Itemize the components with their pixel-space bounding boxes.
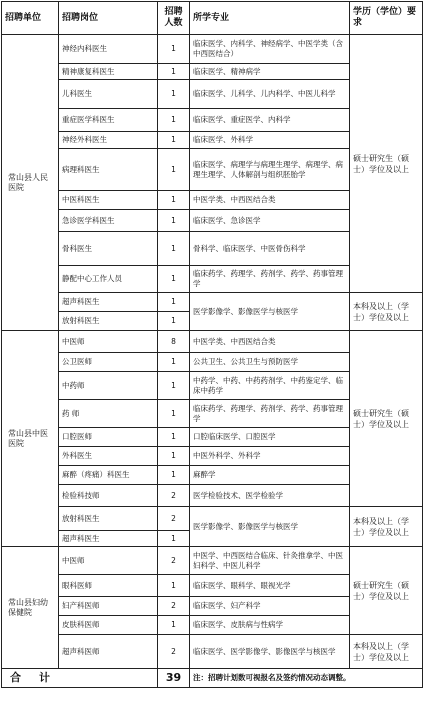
major-cell: 临床药学、药理学、药剂学、药学、药事管理学	[190, 400, 350, 428]
position-cell: 静配中心工作人员	[59, 266, 158, 293]
major-cell: 公共卫生、公共卫生与预防医学	[190, 353, 350, 372]
table-row	[2, 35, 423, 64]
position-cell: 神经外科医生	[59, 132, 158, 149]
table-row	[2, 635, 423, 669]
count-cell: 1	[158, 531, 190, 547]
major-cell: 临床医学、内科学、神经病学、中医学类（含中西医结合）	[190, 35, 350, 64]
major-cell: 麻醉学	[190, 466, 350, 485]
total-note: 注：招聘计划数可视报名及签约情况动态调整。	[190, 669, 423, 688]
total-label: 合计	[2, 669, 158, 688]
count-cell: 1	[158, 428, 190, 447]
major-cell: 临床医学、急诊医学	[190, 210, 350, 232]
count-cell: 1	[158, 372, 190, 400]
unit-cell: 常山县中医医院	[2, 331, 59, 547]
position-cell: 药 师	[59, 400, 158, 428]
table-body	[2, 35, 423, 669]
major-cell: 医学检验技术、医学检验学	[190, 485, 350, 507]
position-cell: 病理科医生	[59, 149, 158, 191]
position-cell: 眼科医师	[59, 575, 158, 597]
major-cell: 中医外科学、外科学	[190, 447, 350, 466]
edu-cell: 硕士研究生（硕士）学位及以上	[350, 35, 423, 293]
total-row	[2, 669, 423, 688]
position-cell: 妇产科医师	[59, 597, 158, 616]
count-cell: 8	[158, 331, 190, 353]
count-cell: 1	[158, 80, 190, 109]
major-cell: 临床医学、重症医学、内科学	[190, 109, 350, 132]
count-cell: 1	[158, 466, 190, 485]
count-cell: 1	[158, 210, 190, 232]
count-cell: 2	[158, 507, 190, 531]
major-cell: 临床医学、眼科学、眼视光学	[190, 575, 350, 597]
position-cell: 儿科医生	[59, 80, 158, 109]
position-cell: 中医师	[59, 331, 158, 353]
position-cell: 放射科医生	[59, 312, 158, 331]
count-cell: 2	[158, 635, 190, 669]
edu-cell: 本科及以上（学士）学位及以上	[350, 507, 423, 547]
count-cell: 1	[158, 353, 190, 372]
major-cell: 临床医学、妇产科学	[190, 597, 350, 616]
count-cell: 1	[158, 447, 190, 466]
position-cell: 中药师	[59, 372, 158, 400]
recruitment-table	[1, 1, 423, 688]
position-cell: 皮肤科医师	[59, 616, 158, 635]
header-count: 招聘人数	[158, 2, 190, 35]
major-cell: 医学影像学、影像医学与核医学	[190, 293, 350, 331]
major-cell: 医学影像学、影像医学与核医学	[190, 507, 350, 547]
count-cell: 2	[158, 597, 190, 616]
position-cell: 骨科医生	[59, 232, 158, 266]
count-cell: 2	[158, 485, 190, 507]
position-cell: 急诊医学科医生	[59, 210, 158, 232]
count-cell: 1	[158, 109, 190, 132]
edu-cell: 本科及以上（学士）学位及以上	[350, 635, 423, 669]
major-cell: 临床药学、药理学、药剂学、药学、药事管理学	[190, 266, 350, 293]
major-cell: 中药学、中药、中药药剂学、中药鉴定学、临床中药学	[190, 372, 350, 400]
major-cell: 临床医学、病理学与病理生理学、病理学、病理生理学、人体解剖与组织胚胎学	[190, 149, 350, 191]
position-cell: 神经内科医生	[59, 35, 158, 64]
position-cell: 口腔医师	[59, 428, 158, 447]
edu-cell: 硕士研究生（硕士）学位及以上	[350, 547, 423, 635]
position-cell: 精神康复科医生	[59, 64, 158, 80]
position-cell: 麻醉（疼痛）科医生	[59, 466, 158, 485]
count-cell: 1	[158, 616, 190, 635]
table-row	[2, 331, 423, 353]
count-cell: 1	[158, 149, 190, 191]
position-cell: 超声科医生	[59, 531, 158, 547]
header-major: 所学专业	[190, 2, 350, 35]
table-header-row	[2, 2, 423, 35]
count-cell: 1	[158, 64, 190, 80]
position-cell: 中医科医生	[59, 191, 158, 210]
table-row	[2, 547, 423, 575]
major-cell: 中医学、中西医结合临床、针灸推拿学、中医妇科学、中医儿科学	[190, 547, 350, 575]
total-count: 39	[158, 669, 190, 688]
major-cell: 骨科学、临床医学、中医骨伤科学	[190, 232, 350, 266]
count-cell: 1	[158, 266, 190, 293]
count-cell: 2	[158, 547, 190, 575]
major-cell: 临床医学、精神病学	[190, 64, 350, 80]
count-cell: 1	[158, 312, 190, 331]
major-cell: 临床医学、儿科学、儿内科学、中医儿科学	[190, 80, 350, 109]
count-cell: 1	[158, 575, 190, 597]
major-cell: 临床医学、医学影像学、影像医学与核医学	[190, 635, 350, 669]
count-cell: 1	[158, 293, 190, 312]
count-cell: 1	[158, 35, 190, 64]
edu-cell: 硕士研究生（硕士）学位及以上	[350, 331, 423, 507]
count-cell: 1	[158, 232, 190, 266]
major-cell: 中医学类、中西医结合类	[190, 331, 350, 353]
position-cell: 外科医生	[59, 447, 158, 466]
count-cell: 1	[158, 191, 190, 210]
count-cell: 1	[158, 132, 190, 149]
major-cell: 临床医学、外科学	[190, 132, 350, 149]
position-cell: 中医师	[59, 547, 158, 575]
major-cell: 临床医学、皮肤病与性病学	[190, 616, 350, 635]
edu-cell: 本科及以上（学士）学位及以上	[350, 293, 423, 331]
unit-cell: 常山县妇幼保健院	[2, 547, 59, 669]
count-cell: 1	[158, 400, 190, 428]
table-row	[2, 293, 423, 312]
position-cell: 放射科医生	[59, 507, 158, 531]
position-cell: 公卫医师	[59, 353, 158, 372]
unit-cell: 常山县人民医院	[2, 35, 59, 331]
table-row	[2, 507, 423, 531]
position-cell: 超声科医师	[59, 635, 158, 669]
position-cell: 超声科医生	[59, 293, 158, 312]
header-position: 招聘岗位	[59, 2, 158, 35]
position-cell: 重症医学科医生	[59, 109, 158, 132]
major-cell: 中医学类、中西医结合类	[190, 191, 350, 210]
major-cell: 口腔临床医学、口腔医学	[190, 428, 350, 447]
header-unit: 招聘单位	[2, 2, 59, 35]
position-cell: 检验科技师	[59, 485, 158, 507]
header-edu: 学历（学位）要求	[350, 2, 423, 35]
